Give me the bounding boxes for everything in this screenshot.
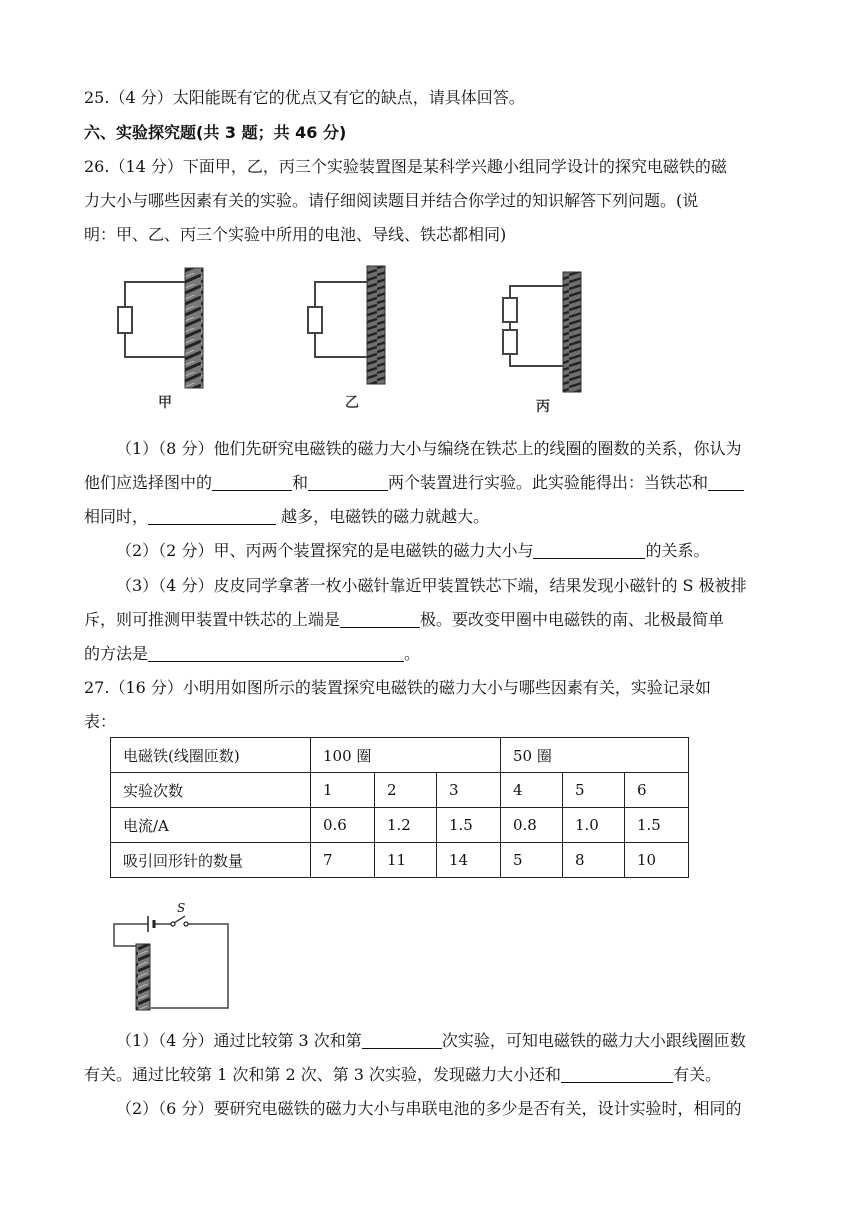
table-cell: 100 圈 <box>311 738 501 773</box>
table-cell: 5 <box>501 843 563 878</box>
electromagnet-coil <box>136 944 150 1010</box>
text: 他们应选择图中的 <box>84 473 213 492</box>
text: 次实验，可知电磁铁的磁力大小跟线圈匝数 <box>441 1031 746 1050</box>
table-cell: 电磁铁(线圈匝数) <box>111 738 311 773</box>
fig-label-jia: 甲 <box>158 395 172 411</box>
table-cell: 1.5 <box>625 808 689 843</box>
answer-blank-1[interactable] <box>212 474 292 491</box>
table-cell: 电流/A <box>111 808 311 843</box>
apparatus-jia <box>118 268 203 388</box>
table-cell: 50 圈 <box>501 738 689 773</box>
table-cell: 1.2 <box>375 808 437 843</box>
q26-part2-line <box>116 541 709 561</box>
table-cell: 8 <box>563 843 625 878</box>
section-heading: 六、实验探究题(共 3 题；共 46 分) <box>84 123 347 142</box>
table-row <box>111 738 689 773</box>
table-cell: 吸引回形针的数量 <box>111 843 311 878</box>
q27-line-2: 表： <box>84 712 117 731</box>
answer-blank-5[interactable] <box>533 542 645 559</box>
table-cell: 0.6 <box>311 808 375 843</box>
table-cell: 6 <box>625 773 689 808</box>
q26-part3-line-2 <box>84 610 724 630</box>
text: 的关系。 <box>645 541 710 560</box>
q27-line-1: 27.（16 分）小明用如图所示的装置探究电磁铁的磁力大小与哪些因素有关，实验记录如 <box>84 678 711 697</box>
table-cell: 14 <box>437 843 501 878</box>
answer-blank-4[interactable] <box>148 508 276 525</box>
table-cell: 1.0 <box>563 808 625 843</box>
q26-part3-line-3 <box>84 644 420 664</box>
switch-label: S <box>177 901 186 915</box>
q27-part1-line-1 <box>116 1031 746 1051</box>
table-cell: 3 <box>437 773 501 808</box>
apparatus-yi <box>308 266 385 384</box>
table-cell: 实验次数 <box>111 773 311 808</box>
text: 相同时， <box>84 507 149 526</box>
q26-part1-line-2 <box>84 473 744 493</box>
table-cell: 10 <box>625 843 689 878</box>
answer-blank-6[interactable] <box>340 611 420 628</box>
answer-blank-3[interactable] <box>708 474 744 491</box>
text: 有关。 <box>673 1065 722 1084</box>
table-row <box>111 843 689 878</box>
table-row <box>111 773 689 808</box>
q26-line-3: 明：甲、乙、丙三个实验中所用的电池、导线、铁芯都相同) <box>84 225 507 244</box>
table-cell: 1 <box>311 773 375 808</box>
table-cell: 5 <box>563 773 625 808</box>
table-cell: 2 <box>375 773 437 808</box>
experiment-record-table <box>110 737 689 878</box>
text: 的方法是 <box>84 644 149 663</box>
text: 和 <box>292 473 309 492</box>
text: 。 <box>404 644 421 663</box>
q26-line-2: 力大小与哪些因素有关的实验。请仔细阅读题目并结合你学过的知识解答下列问题。(说 <box>84 191 699 210</box>
q27-part1-line-2 <box>84 1065 721 1085</box>
answer-blank-7[interactable] <box>148 645 404 662</box>
q26-part1-line-3 <box>84 507 489 527</box>
circuit-diagram <box>106 896 236 1014</box>
text: 有关。通过比较第 1 次和第 2 次、第 3 次实验，发现磁力大小还和 <box>84 1065 562 1084</box>
fig-label-yi: 乙 <box>345 395 359 411</box>
table-cell: 1.5 <box>437 808 501 843</box>
q26-part3-line-1: （3）（4 分）皮皮同学拿著一枚小磁针靠近甲装置铁芯下端，结果发现小磁针的 S 极被排 <box>116 576 747 595</box>
text: （1）（4 分）通过比较第 3 次和第 <box>116 1031 362 1050</box>
text: 越多，电磁铁的磁力就越大。 <box>276 507 490 526</box>
table-cell: 0.8 <box>501 808 563 843</box>
text: 极。要改变甲圈中电磁铁的南、北极最简单 <box>420 610 725 629</box>
circuit-wires <box>114 924 228 1008</box>
q26-part1-line-1: （1）（8 分）他们先研究电磁铁的磁力大小与编绕在铁芯上的线圈的圈数的关系，你认为 <box>116 439 742 458</box>
answer-blank-2[interactable] <box>308 474 388 491</box>
text: 两个装置进行实验。此实验能得出：当铁芯和 <box>388 473 709 492</box>
answer-blank-9[interactable] <box>561 1066 673 1083</box>
q27-part2-line-1: （2）（6 分）要研究电磁铁的磁力大小与串联电池的多少是否有关，设计实验时，相同的 <box>116 1099 742 1118</box>
text: 斥，则可推测甲装置中铁芯的上端是 <box>84 610 341 629</box>
battery-icon <box>148 916 154 932</box>
q26-line-1: 26.（14 分）下面甲，乙，丙三个实验装置图是某科学兴趣小组同学设计的探究电磁铁的磁 <box>84 157 727 176</box>
table-cell: 7 <box>311 843 375 878</box>
table-cell: 11 <box>375 843 437 878</box>
fig-label-bing: 丙 <box>536 399 550 415</box>
text: （2）（2 分）甲、丙两个装置探究的是电磁铁的磁力大小与 <box>116 541 534 560</box>
q25-text: 25.（4 分）太阳能既有它的优点又有它的缺点，请具体回答。 <box>84 88 525 107</box>
table-row <box>111 808 689 843</box>
answer-blank-8[interactable] <box>362 1032 442 1049</box>
apparatus-bing <box>503 272 581 392</box>
table-cell: 4 <box>501 773 563 808</box>
